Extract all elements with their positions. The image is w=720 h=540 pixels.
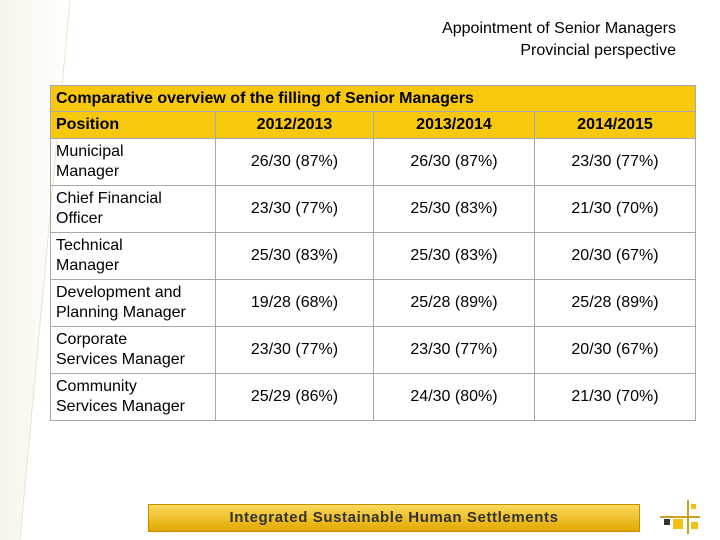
value-cell: 23/30 (77%) (216, 327, 374, 374)
value-cell: 25/30 (83%) (216, 233, 374, 280)
position-label-line-1: Technical (56, 237, 123, 254)
value-cell: 26/30 (87%) (216, 139, 374, 186)
value-cell: 21/30 (70%) (535, 186, 696, 233)
position-cell (51, 374, 216, 421)
table-row (51, 139, 696, 186)
position-cell (51, 280, 216, 327)
position-label-line-1: Chief Financial (56, 190, 162, 207)
value-cell: 19/28 (68%) (216, 280, 374, 327)
position-cell (51, 233, 216, 280)
position-label-line-1: Municipal (56, 143, 124, 160)
table-header-row (51, 112, 696, 139)
position-label-line-1: Development and (56, 284, 182, 301)
position-cell (51, 327, 216, 374)
position-label-line-2: Officer (56, 210, 103, 227)
position-cell (51, 139, 216, 186)
table-row (51, 374, 696, 421)
position-label-line-2: Planning Manager (56, 304, 186, 321)
position-label-line-2: Manager (56, 257, 120, 274)
column-header-2014-2015: 2014/2015 (535, 112, 696, 139)
position-label-line-2: Services Manager (56, 398, 185, 415)
value-cell: 25/30 (83%) (374, 233, 535, 280)
value-cell: 20/30 (67%) (535, 327, 696, 374)
value-cell: 23/30 (77%) (535, 139, 696, 186)
value-cell: 25/29 (86%) (216, 374, 374, 421)
table-row (51, 233, 696, 280)
table-caption: Comparative overview of the filling of Senior Managers (51, 86, 696, 112)
value-cell: 23/30 (77%) (216, 186, 374, 233)
slide-title-line-2: Provincial perspective (520, 42, 676, 59)
table-row (51, 280, 696, 327)
column-header-position: Position (51, 112, 216, 139)
position-label-line-2: Services Manager (56, 351, 185, 368)
column-header-2013-2014: 2013/2014 (374, 112, 535, 139)
column-header-2012-2013: 2012/2013 (216, 112, 374, 139)
position-label-line-1: Corporate (56, 331, 128, 348)
value-cell: 25/28 (89%) (535, 280, 696, 327)
value-cell: 20/30 (67%) (535, 233, 696, 280)
table-caption-row (51, 86, 696, 112)
value-cell: 21/30 (70%) (535, 374, 696, 421)
table-row (51, 186, 696, 233)
value-cell: 25/28 (89%) (374, 280, 535, 327)
value-cell: 23/30 (77%) (374, 327, 535, 374)
department-logo-icon (660, 500, 700, 534)
slide-title-line-1: Appointment of Senior Managers (442, 20, 676, 37)
senior-managers-table (50, 85, 696, 421)
table-row (51, 327, 696, 374)
value-cell: 24/30 (80%) (374, 374, 535, 421)
position-cell (51, 186, 216, 233)
slide-title (442, 18, 676, 62)
value-cell: 25/30 (83%) (374, 186, 535, 233)
position-label-line-2: Manager (56, 163, 120, 180)
footer-banner: Integrated Sustainable Human Settlements (148, 504, 640, 532)
value-cell: 26/30 (87%) (374, 139, 535, 186)
position-label-line-1: Community (56, 378, 137, 395)
